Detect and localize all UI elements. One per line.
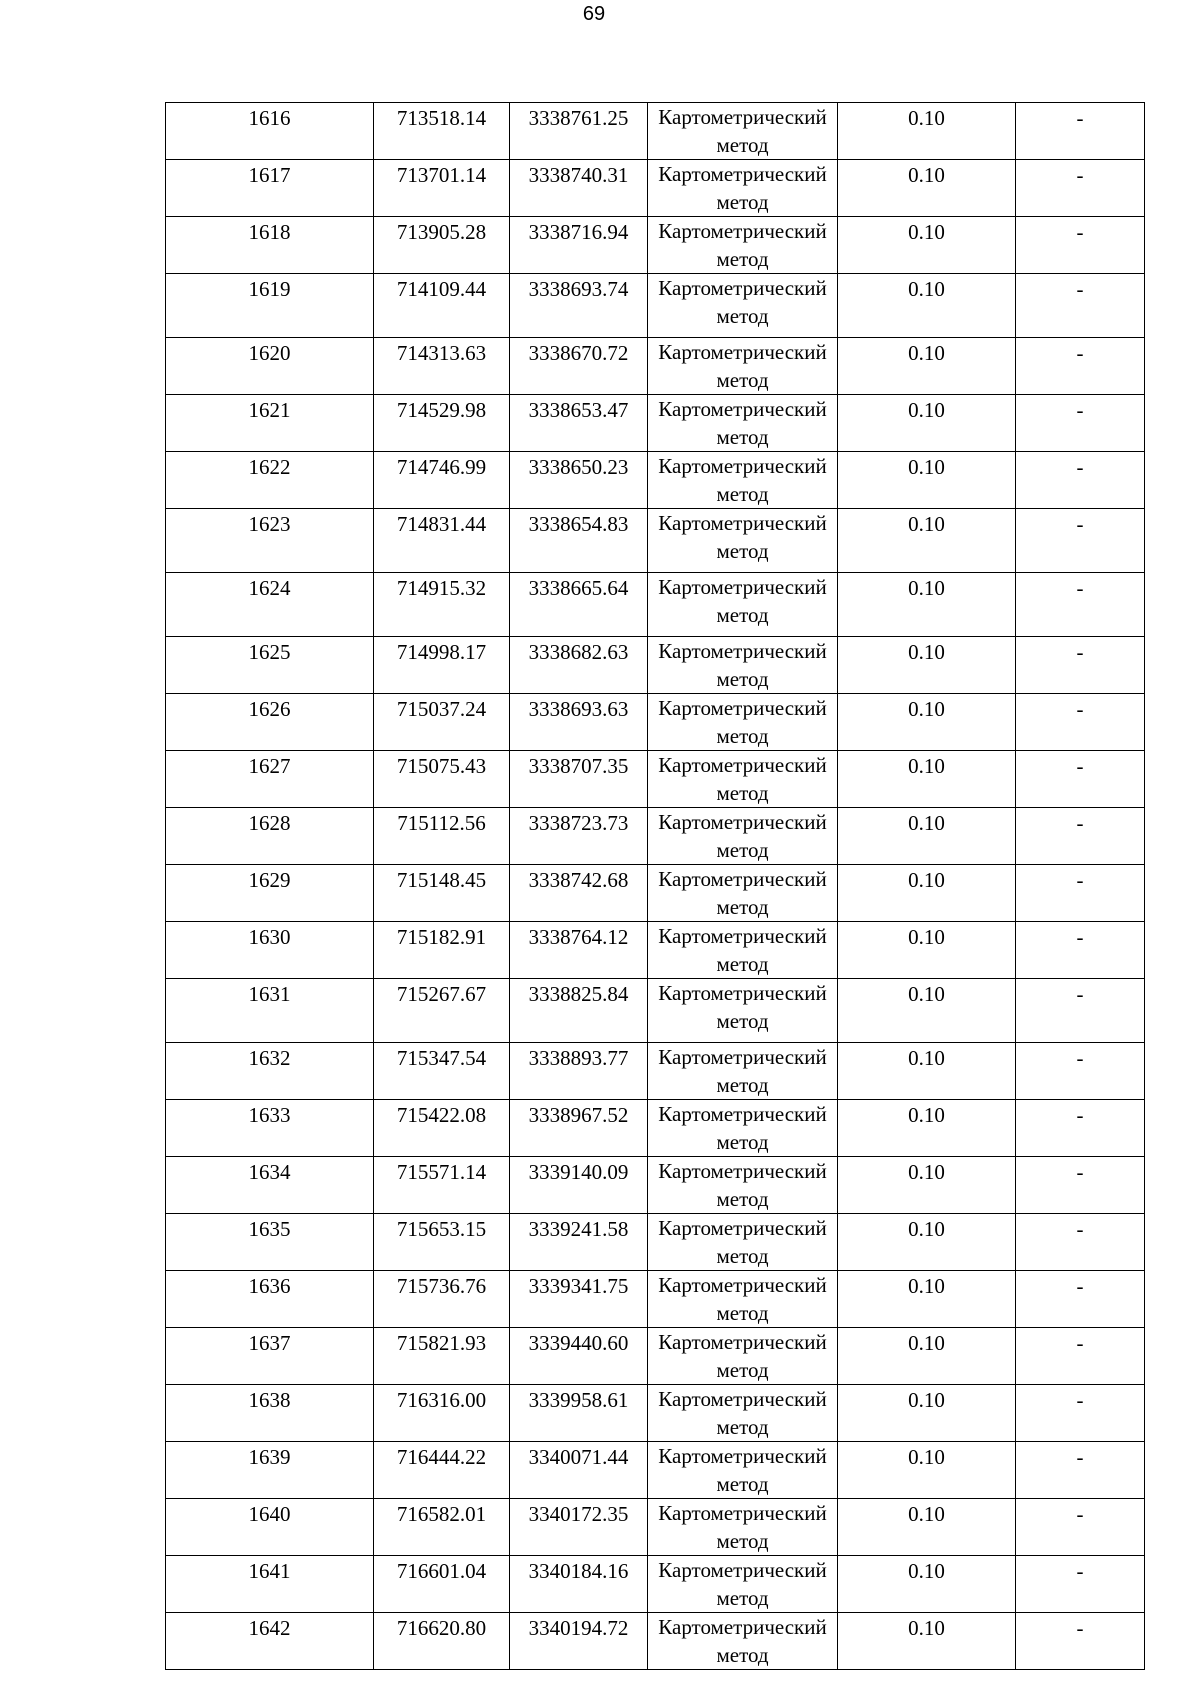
note-cell: -	[1016, 979, 1145, 1043]
method-cell: Картометрический метод	[648, 1328, 838, 1385]
method-cell: Картометрический метод	[648, 1157, 838, 1214]
coordinate-y-cell: 3339958.61	[510, 1385, 648, 1442]
coordinate-y-cell: 3339140.09	[510, 1157, 648, 1214]
coordinate-y-cell: 3338761.25	[510, 103, 648, 160]
coordinate-y-cell: 3339341.75	[510, 1271, 648, 1328]
note-cell: -	[1016, 1328, 1145, 1385]
accuracy-cell: 0.10	[838, 1556, 1016, 1613]
note-cell: -	[1016, 1157, 1145, 1214]
point-number-cell: 1628	[166, 808, 374, 865]
note-cell: -	[1016, 1613, 1145, 1670]
point-number-cell: 1641	[166, 1556, 374, 1613]
accuracy-cell: 0.10	[838, 452, 1016, 509]
table-row	[166, 979, 1145, 1043]
method-cell: Картометрический метод	[648, 1043, 838, 1100]
point-number-cell: 1629	[166, 865, 374, 922]
coordinate-x-cell: 715267.67	[374, 979, 510, 1043]
method-cell: Картометрический метод	[648, 979, 838, 1043]
coordinate-x-cell: 714998.17	[374, 637, 510, 694]
coordinate-x-cell: 714915.32	[374, 573, 510, 637]
coordinate-y-cell: 3338967.52	[510, 1100, 648, 1157]
method-cell: Картометрический метод	[648, 637, 838, 694]
point-number-cell: 1638	[166, 1385, 374, 1442]
table-row	[166, 217, 1145, 274]
coordinate-x-cell: 714529.98	[374, 395, 510, 452]
method-cell: Картометрический метод	[648, 217, 838, 274]
method-cell: Картометрический метод	[648, 1214, 838, 1271]
accuracy-cell: 0.10	[838, 1157, 1016, 1214]
method-cell: Картометрический метод	[648, 338, 838, 395]
coordinate-y-cell: 3338740.31	[510, 160, 648, 217]
coordinate-x-cell: 715075.43	[374, 751, 510, 808]
table-row	[166, 1613, 1145, 1670]
accuracy-cell: 0.10	[838, 808, 1016, 865]
method-cell: Картометрический метод	[648, 1499, 838, 1556]
accuracy-cell: 0.10	[838, 979, 1016, 1043]
note-cell: -	[1016, 865, 1145, 922]
table-row	[166, 1385, 1145, 1442]
accuracy-cell: 0.10	[838, 1613, 1016, 1670]
coordinate-x-cell: 713905.28	[374, 217, 510, 274]
coordinate-y-cell: 3339440.60	[510, 1328, 648, 1385]
coordinate-y-cell: 3338665.64	[510, 573, 648, 637]
note-cell: -	[1016, 1100, 1145, 1157]
note-cell: -	[1016, 751, 1145, 808]
method-cell: Картометрический метод	[648, 509, 838, 573]
coordinate-y-cell: 3338723.73	[510, 808, 648, 865]
coordinate-y-cell: 3338654.83	[510, 509, 648, 573]
coordinate-x-cell: 714831.44	[374, 509, 510, 573]
coordinate-x-cell: 715653.15	[374, 1214, 510, 1271]
coordinates-table	[165, 102, 1145, 1670]
table-row	[166, 452, 1145, 509]
coordinate-x-cell: 715037.24	[374, 694, 510, 751]
note-cell: -	[1016, 274, 1145, 338]
table-row	[166, 1271, 1145, 1328]
note-cell: -	[1016, 452, 1145, 509]
coordinate-x-cell: 715571.14	[374, 1157, 510, 1214]
coordinate-y-cell: 3340184.16	[510, 1556, 648, 1613]
point-number-cell: 1626	[166, 694, 374, 751]
coordinate-y-cell: 3338693.74	[510, 274, 648, 338]
point-number-cell: 1623	[166, 509, 374, 573]
point-number-cell: 1642	[166, 1613, 374, 1670]
note-cell: -	[1016, 694, 1145, 751]
table-row	[166, 865, 1145, 922]
table-row	[166, 1556, 1145, 1613]
coordinate-y-cell: 3338825.84	[510, 979, 648, 1043]
coordinate-x-cell: 714746.99	[374, 452, 510, 509]
coordinate-y-cell: 3338716.94	[510, 217, 648, 274]
method-cell: Картометрический метод	[648, 452, 838, 509]
method-cell: Картометрический метод	[648, 694, 838, 751]
point-number-cell: 1617	[166, 160, 374, 217]
point-number-cell: 1632	[166, 1043, 374, 1100]
coordinate-y-cell: 3338682.63	[510, 637, 648, 694]
accuracy-cell: 0.10	[838, 160, 1016, 217]
coordinate-x-cell: 715422.08	[374, 1100, 510, 1157]
accuracy-cell: 0.10	[838, 751, 1016, 808]
point-number-cell: 1622	[166, 452, 374, 509]
table-row	[166, 1214, 1145, 1271]
coordinate-x-cell: 716582.01	[374, 1499, 510, 1556]
point-number-cell: 1621	[166, 395, 374, 452]
point-number-cell: 1640	[166, 1499, 374, 1556]
note-cell: -	[1016, 1385, 1145, 1442]
coordinate-x-cell: 714109.44	[374, 274, 510, 338]
point-number-cell: 1618	[166, 217, 374, 274]
accuracy-cell: 0.10	[838, 1100, 1016, 1157]
coordinate-y-cell: 3338693.63	[510, 694, 648, 751]
coordinate-y-cell: 3340172.35	[510, 1499, 648, 1556]
coordinate-x-cell: 715182.91	[374, 922, 510, 979]
coordinate-x-cell: 715347.54	[374, 1043, 510, 1100]
table-row	[166, 1499, 1145, 1556]
point-number-cell: 1630	[166, 922, 374, 979]
accuracy-cell: 0.10	[838, 1385, 1016, 1442]
note-cell: -	[1016, 103, 1145, 160]
accuracy-cell: 0.10	[838, 395, 1016, 452]
point-number-cell: 1637	[166, 1328, 374, 1385]
note-cell: -	[1016, 1442, 1145, 1499]
note-cell: -	[1016, 509, 1145, 573]
coordinate-y-cell: 3338653.47	[510, 395, 648, 452]
table-row	[166, 922, 1145, 979]
point-number-cell: 1620	[166, 338, 374, 395]
coordinate-x-cell: 716316.00	[374, 1385, 510, 1442]
coordinate-x-cell: 716601.04	[374, 1556, 510, 1613]
table-row	[166, 694, 1145, 751]
table-row	[166, 808, 1145, 865]
note-cell: -	[1016, 808, 1145, 865]
method-cell: Картометрический метод	[648, 1442, 838, 1499]
point-number-cell: 1639	[166, 1442, 374, 1499]
method-cell: Картометрический метод	[648, 395, 838, 452]
coordinate-y-cell: 3340071.44	[510, 1442, 648, 1499]
point-number-cell: 1631	[166, 979, 374, 1043]
accuracy-cell: 0.10	[838, 1442, 1016, 1499]
coordinate-y-cell: 3338764.12	[510, 922, 648, 979]
accuracy-cell: 0.10	[838, 274, 1016, 338]
note-cell: -	[1016, 1556, 1145, 1613]
point-number-cell: 1633	[166, 1100, 374, 1157]
table-row	[166, 637, 1145, 694]
note-cell: -	[1016, 1271, 1145, 1328]
accuracy-cell: 0.10	[838, 865, 1016, 922]
note-cell: -	[1016, 1214, 1145, 1271]
method-cell: Картометрический метод	[648, 808, 838, 865]
accuracy-cell: 0.10	[838, 1043, 1016, 1100]
method-cell: Картометрический метод	[648, 103, 838, 160]
coordinate-y-cell: 3338650.23	[510, 452, 648, 509]
coordinate-x-cell: 716444.22	[374, 1442, 510, 1499]
method-cell: Картометрический метод	[648, 922, 838, 979]
accuracy-cell: 0.10	[838, 217, 1016, 274]
coordinate-y-cell: 3338707.35	[510, 751, 648, 808]
coordinate-y-cell: 3340194.72	[510, 1613, 648, 1670]
coordinate-x-cell: 716620.80	[374, 1613, 510, 1670]
coordinate-x-cell: 713518.14	[374, 103, 510, 160]
coordinate-x-cell: 714313.63	[374, 338, 510, 395]
table-row	[166, 1043, 1145, 1100]
note-cell: -	[1016, 922, 1145, 979]
method-cell: Картометрический метод	[648, 274, 838, 338]
table-row	[166, 751, 1145, 808]
note-cell: -	[1016, 637, 1145, 694]
coordinate-y-cell: 3338893.77	[510, 1043, 648, 1100]
point-number-cell: 1627	[166, 751, 374, 808]
accuracy-cell: 0.10	[838, 694, 1016, 751]
point-number-cell: 1636	[166, 1271, 374, 1328]
table-row	[166, 160, 1145, 217]
table-row	[166, 509, 1145, 573]
note-cell: -	[1016, 573, 1145, 637]
point-number-cell: 1634	[166, 1157, 374, 1214]
table-row	[166, 1328, 1145, 1385]
method-cell: Картометрический метод	[648, 1613, 838, 1670]
accuracy-cell: 0.10	[838, 103, 1016, 160]
coordinate-x-cell: 713701.14	[374, 160, 510, 217]
table-row	[166, 103, 1145, 160]
point-number-cell: 1624	[166, 573, 374, 637]
method-cell: Картометрический метод	[648, 1271, 838, 1328]
note-cell: -	[1016, 395, 1145, 452]
note-cell: -	[1016, 1043, 1145, 1100]
note-cell: -	[1016, 217, 1145, 274]
accuracy-cell: 0.10	[838, 509, 1016, 573]
note-cell: -	[1016, 1499, 1145, 1556]
note-cell: -	[1016, 338, 1145, 395]
table-row	[166, 573, 1145, 637]
method-cell: Картометрический метод	[648, 1100, 838, 1157]
table-row	[166, 1157, 1145, 1214]
note-cell: -	[1016, 160, 1145, 217]
coordinate-x-cell: 715112.56	[374, 808, 510, 865]
point-number-cell: 1635	[166, 1214, 374, 1271]
method-cell: Картометрический метод	[648, 751, 838, 808]
accuracy-cell: 0.10	[838, 573, 1016, 637]
accuracy-cell: 0.10	[838, 338, 1016, 395]
method-cell: Картометрический метод	[648, 1556, 838, 1613]
coordinate-x-cell: 715821.93	[374, 1328, 510, 1385]
table-row	[166, 274, 1145, 338]
method-cell: Картометрический метод	[648, 865, 838, 922]
coordinate-x-cell: 715148.45	[374, 865, 510, 922]
table-body	[166, 103, 1145, 1670]
table-row	[166, 338, 1145, 395]
page-number: 69	[582, 3, 606, 25]
method-cell: Картометрический метод	[648, 1385, 838, 1442]
point-number-cell: 1616	[166, 103, 374, 160]
table-row	[166, 395, 1145, 452]
accuracy-cell: 0.10	[838, 1271, 1016, 1328]
accuracy-cell: 0.10	[838, 637, 1016, 694]
point-number-cell: 1619	[166, 274, 374, 338]
coordinate-x-cell: 715736.76	[374, 1271, 510, 1328]
coordinate-y-cell: 3338742.68	[510, 865, 648, 922]
accuracy-cell: 0.10	[838, 922, 1016, 979]
coordinate-y-cell: 3338670.72	[510, 338, 648, 395]
accuracy-cell: 0.10	[838, 1328, 1016, 1385]
table-row	[166, 1100, 1145, 1157]
accuracy-cell: 0.10	[838, 1214, 1016, 1271]
point-number-cell: 1625	[166, 637, 374, 694]
accuracy-cell: 0.10	[838, 1499, 1016, 1556]
method-cell: Картометрический метод	[648, 160, 838, 217]
method-cell: Картометрический метод	[648, 573, 838, 637]
coordinate-y-cell: 3339241.58	[510, 1214, 648, 1271]
table-row	[166, 1442, 1145, 1499]
